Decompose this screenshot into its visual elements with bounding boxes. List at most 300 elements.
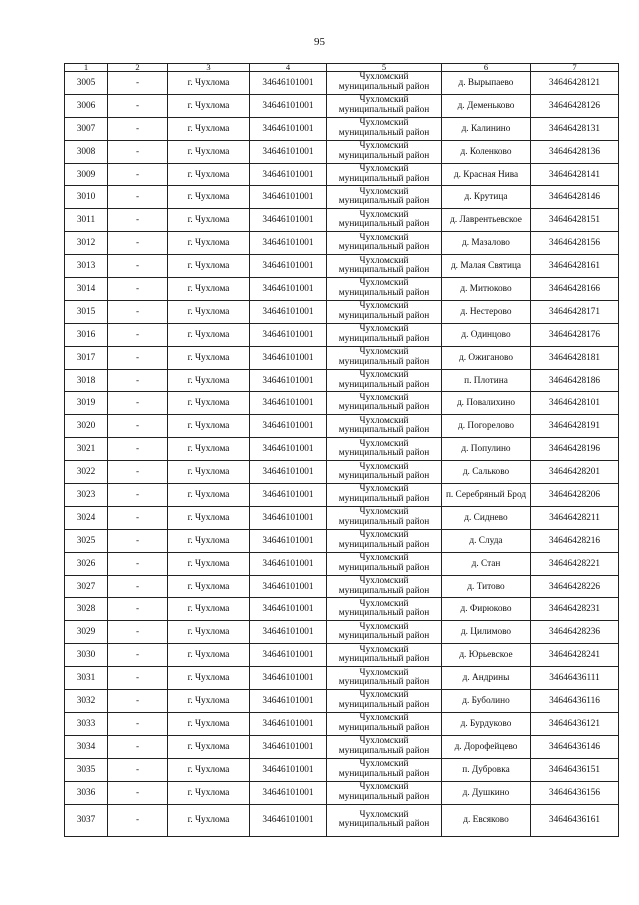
- column-header: 6: [442, 64, 531, 72]
- town-cell: г. Чухлома: [168, 438, 250, 461]
- row-number-cell: 3029: [65, 621, 108, 644]
- district-type-line: муниципальный район: [338, 356, 430, 367]
- district-cell: [327, 278, 442, 301]
- town-cell: г. Чухлома: [168, 186, 250, 209]
- table-row: [65, 644, 619, 667]
- district-cell: [327, 140, 442, 163]
- locality-cell: д. Титово: [442, 575, 531, 598]
- locality-cell: д. Малая Святица: [442, 255, 531, 278]
- table-row: [65, 346, 619, 369]
- oktmo-cell: 34646101001: [250, 621, 327, 644]
- row-number-cell: 3006: [65, 94, 108, 117]
- column-header: 7: [531, 64, 619, 72]
- district-type-line: муниципальный район: [338, 310, 430, 321]
- row-number-cell: 3018: [65, 369, 108, 392]
- district-type-line: муниципальный район: [338, 562, 430, 573]
- code-cell: 34646428216: [531, 529, 619, 552]
- table-row: [65, 781, 619, 804]
- code-cell: 34646436121: [531, 712, 619, 735]
- row-number-cell: 3021: [65, 438, 108, 461]
- district-type-line: муниципальный район: [338, 287, 430, 298]
- table-row: [65, 415, 619, 438]
- row-number-cell: 3015: [65, 300, 108, 323]
- district-type-line: муниципальный район: [338, 219, 430, 230]
- dash-cell: -: [108, 438, 168, 461]
- district-type-line: муниципальный район: [338, 425, 430, 436]
- dash-cell: -: [108, 300, 168, 323]
- oktmo-cell: 34646101001: [250, 140, 327, 163]
- table-row: [65, 117, 619, 140]
- locality-cell: д. Андрины: [442, 667, 531, 690]
- code-cell: 34646428121: [531, 72, 619, 95]
- locality-cell: д. Бурдуково: [442, 712, 531, 735]
- row-number-cell: 3022: [65, 461, 108, 484]
- table-row: [65, 278, 619, 301]
- town-cell: г. Чухлома: [168, 140, 250, 163]
- locality-cell: д. Коленково: [442, 140, 531, 163]
- oktmo-cell: 34646101001: [250, 781, 327, 804]
- district-cell: [327, 117, 442, 140]
- town-cell: г. Чухлома: [168, 209, 250, 232]
- district-type-line: муниципальный район: [338, 493, 430, 504]
- table-row: [65, 438, 619, 461]
- district-type-line: муниципальный район: [338, 402, 430, 413]
- district-name-line: Чухломский: [359, 415, 409, 426]
- district-name-line: Чухломский: [359, 324, 409, 335]
- town-cell: г. Чухлома: [168, 667, 250, 690]
- oktmo-cell: 34646101001: [250, 644, 327, 667]
- code-cell: 34646428231: [531, 598, 619, 621]
- code-cell: 34646428156: [531, 232, 619, 255]
- oktmo-cell: 34646101001: [250, 438, 327, 461]
- locality-cell: д. Цилимово: [442, 621, 531, 644]
- district-cell: [327, 323, 442, 346]
- dash-cell: -: [108, 415, 168, 438]
- district-name-line: Чухломский: [359, 621, 409, 632]
- row-number-cell: 3036: [65, 781, 108, 804]
- district-name-line: Чухломский: [359, 507, 409, 518]
- district-cell: [327, 621, 442, 644]
- table-row: [65, 621, 619, 644]
- table-row: [65, 209, 619, 232]
- row-number-cell: 3009: [65, 163, 108, 186]
- table-row: [65, 598, 619, 621]
- district-type-line: муниципальный район: [338, 631, 430, 642]
- oktmo-cell: 34646101001: [250, 484, 327, 507]
- column-header: 4: [250, 64, 327, 72]
- town-cell: г. Чухлома: [168, 598, 250, 621]
- locality-cell: п. Плотина: [442, 369, 531, 392]
- dash-cell: -: [108, 346, 168, 369]
- oktmo-cell: 34646101001: [250, 735, 327, 758]
- town-cell: г. Чухлома: [168, 690, 250, 713]
- district-cell: [327, 781, 442, 804]
- district-cell: [327, 392, 442, 415]
- locality-cell: д. Слуда: [442, 529, 531, 552]
- district-type-line: муниципальный район: [338, 819, 430, 829]
- code-cell: 34646428126: [531, 94, 619, 117]
- town-cell: г. Чухлома: [168, 804, 250, 836]
- code-cell: 34646428241: [531, 644, 619, 667]
- district-cell: [327, 163, 442, 186]
- dash-cell: -: [108, 186, 168, 209]
- oktmo-cell: 34646101001: [250, 804, 327, 836]
- code-cell: 34646428206: [531, 484, 619, 507]
- code-cell: 34646428181: [531, 346, 619, 369]
- code-cell: 34646436156: [531, 781, 619, 804]
- district-cell: [327, 804, 442, 836]
- town-cell: г. Чухлома: [168, 94, 250, 117]
- district-cell: [327, 484, 442, 507]
- oktmo-cell: 34646101001: [250, 392, 327, 415]
- locality-cell: д. Дорофейцево: [442, 735, 531, 758]
- town-cell: г. Чухлома: [168, 255, 250, 278]
- town-cell: г. Чухлома: [168, 346, 250, 369]
- oktmo-cell: 34646101001: [250, 232, 327, 255]
- row-number-cell: 3011: [65, 209, 108, 232]
- dash-cell: -: [108, 209, 168, 232]
- town-cell: г. Чухлома: [168, 484, 250, 507]
- district-type-line: муниципальный район: [338, 585, 430, 596]
- code-cell: 34646436161: [531, 804, 619, 836]
- table-row: [65, 529, 619, 552]
- locality-cell: д. Фирюково: [442, 598, 531, 621]
- oktmo-cell: 34646101001: [250, 323, 327, 346]
- table-row: [65, 163, 619, 186]
- district-type-line: муниципальный район: [338, 791, 430, 802]
- row-number-cell: 3037: [65, 804, 108, 836]
- dash-cell: -: [108, 278, 168, 301]
- table-row: [65, 712, 619, 735]
- row-number-cell: 3020: [65, 415, 108, 438]
- district-name-line: Чухломский: [359, 782, 409, 793]
- town-cell: г. Чухлома: [168, 232, 250, 255]
- district-name-line: Чухломский: [359, 576, 409, 587]
- locality-cell: д. Лаврентьевское: [442, 209, 531, 232]
- localities-table: [64, 63, 619, 837]
- town-cell: г. Чухлома: [168, 117, 250, 140]
- oktmo-cell: 34646101001: [250, 72, 327, 95]
- table-row: [65, 140, 619, 163]
- town-cell: г. Чухлома: [168, 323, 250, 346]
- district-type-line: муниципальный район: [338, 539, 430, 550]
- row-number-cell: 3007: [65, 117, 108, 140]
- town-cell: г. Чухлома: [168, 300, 250, 323]
- oktmo-cell: 34646101001: [250, 461, 327, 484]
- locality-cell: д. Деменьково: [442, 94, 531, 117]
- district-cell: [327, 300, 442, 323]
- table-row: [65, 323, 619, 346]
- dash-cell: -: [108, 644, 168, 667]
- dash-cell: -: [108, 392, 168, 415]
- code-cell: 34646428201: [531, 461, 619, 484]
- district-name-line: Чухломский: [359, 95, 409, 106]
- code-cell: 34646428186: [531, 369, 619, 392]
- town-cell: г. Чухлома: [168, 369, 250, 392]
- column-header: 5: [327, 64, 442, 72]
- dash-cell: -: [108, 484, 168, 507]
- district-name-line: Чухломский: [359, 164, 409, 174]
- district-type-line: муниципальный район: [338, 654, 430, 665]
- code-cell: 34646428221: [531, 552, 619, 575]
- locality-cell: д. Душкино: [442, 781, 531, 804]
- dash-cell: -: [108, 712, 168, 735]
- row-number-cell: 3031: [65, 667, 108, 690]
- town-cell: г. Чухлома: [168, 72, 250, 95]
- table-row: [65, 392, 619, 415]
- column-header: 1: [65, 64, 108, 72]
- district-cell: [327, 667, 442, 690]
- oktmo-cell: 34646101001: [250, 209, 327, 232]
- dash-cell: -: [108, 735, 168, 758]
- district-type-line: муниципальный район: [338, 745, 430, 756]
- district-name-line: Чухломский: [359, 690, 409, 701]
- town-cell: г. Чухлома: [168, 163, 250, 186]
- town-cell: г. Чухлома: [168, 712, 250, 735]
- district-name-line: Чухломский: [359, 484, 409, 495]
- district-cell: [327, 186, 442, 209]
- town-cell: г. Чухлома: [168, 575, 250, 598]
- town-cell: г. Чухлома: [168, 758, 250, 781]
- row-number-cell: 3034: [65, 735, 108, 758]
- locality-cell: д. Сидневo: [442, 506, 531, 529]
- locality-cell: д. Юрьевское: [442, 644, 531, 667]
- district-name-line: Чухломский: [359, 255, 409, 266]
- town-cell: г. Чухлома: [168, 415, 250, 438]
- dash-cell: -: [108, 163, 168, 186]
- code-cell: 34646436146: [531, 735, 619, 758]
- district-type-line: муниципальный район: [338, 448, 430, 459]
- table-row: [65, 552, 619, 575]
- district-cell: [327, 232, 442, 255]
- table-row: [65, 575, 619, 598]
- dash-cell: -: [108, 323, 168, 346]
- district-name-line: Чухломский: [359, 713, 409, 724]
- row-number-cell: 3008: [65, 140, 108, 163]
- district-name-line: Чухломский: [359, 186, 409, 197]
- locality-cell: д. Погорелово: [442, 415, 531, 438]
- table-row: [65, 300, 619, 323]
- district-cell: [327, 94, 442, 117]
- dash-cell: -: [108, 117, 168, 140]
- code-cell: 34646428101: [531, 392, 619, 415]
- table-row: [65, 484, 619, 507]
- locality-cell: д. Калинино: [442, 117, 531, 140]
- locality-cell: д. Вырыпаево: [442, 72, 531, 95]
- dash-cell: -: [108, 529, 168, 552]
- district-cell: [327, 552, 442, 575]
- district-name-line: Чухломский: [359, 530, 409, 541]
- table-row: [65, 758, 619, 781]
- row-number-cell: 3027: [65, 575, 108, 598]
- dash-cell: -: [108, 621, 168, 644]
- dash-cell: -: [108, 667, 168, 690]
- oktmo-cell: 34646101001: [250, 667, 327, 690]
- oktmo-cell: 34646101001: [250, 346, 327, 369]
- district-name-line: Чухломский: [359, 461, 409, 472]
- district-cell: [327, 461, 442, 484]
- oktmo-cell: 34646101001: [250, 712, 327, 735]
- town-cell: г. Чухлома: [168, 621, 250, 644]
- district-type-line: муниципальный район: [338, 379, 430, 390]
- district-type-line: муниципальный район: [338, 768, 430, 779]
- row-number-cell: 3016: [65, 323, 108, 346]
- district-name-line: Чухломский: [359, 392, 409, 403]
- district-name-line: Чухломский: [359, 301, 409, 312]
- locality-cell: д. Мазалово: [442, 232, 531, 255]
- code-cell: 34646428226: [531, 575, 619, 598]
- district-type-line: муниципальный район: [338, 699, 430, 710]
- district-cell: [327, 529, 442, 552]
- district-cell: [327, 598, 442, 621]
- code-cell: 34646428151: [531, 209, 619, 232]
- district-cell: [327, 506, 442, 529]
- oktmo-cell: 34646101001: [250, 552, 327, 575]
- district-cell: [327, 735, 442, 758]
- row-number-cell: 3023: [65, 484, 108, 507]
- district-cell: [327, 415, 442, 438]
- code-cell: 34646428236: [531, 621, 619, 644]
- locality-cell: д. Одинцово: [442, 323, 531, 346]
- town-cell: г. Чухлома: [168, 529, 250, 552]
- oktmo-cell: 34646101001: [250, 94, 327, 117]
- table-row: [65, 690, 619, 713]
- oktmo-cell: 34646101001: [250, 163, 327, 186]
- code-cell: 34646428161: [531, 255, 619, 278]
- code-cell: 34646428196: [531, 438, 619, 461]
- town-cell: г. Чухлома: [168, 781, 250, 804]
- town-cell: г. Чухлома: [168, 552, 250, 575]
- column-header: 2: [108, 64, 168, 72]
- row-number-cell: 3026: [65, 552, 108, 575]
- table-row: [65, 186, 619, 209]
- header-row: [65, 64, 619, 72]
- district-name-line: Чухломский: [359, 141, 409, 152]
- oktmo-cell: 34646101001: [250, 598, 327, 621]
- code-cell: 34646428146: [531, 186, 619, 209]
- dash-cell: -: [108, 255, 168, 278]
- district-name-line: Чухломский: [359, 644, 409, 655]
- oktmo-cell: 34646101001: [250, 758, 327, 781]
- oktmo-cell: 34646101001: [250, 690, 327, 713]
- table-row: [65, 506, 619, 529]
- district-name-line: Чухломский: [359, 553, 409, 564]
- district-name-line: Чухломский: [359, 809, 409, 820]
- dash-cell: -: [108, 140, 168, 163]
- row-number-cell: 3010: [65, 186, 108, 209]
- code-cell: 34646428211: [531, 506, 619, 529]
- town-cell: г. Чухлома: [168, 392, 250, 415]
- district-cell: [327, 712, 442, 735]
- dash-cell: -: [108, 72, 168, 95]
- locality-cell: д. Ожиганово: [442, 346, 531, 369]
- code-cell: 34646428176: [531, 323, 619, 346]
- district-cell: [327, 72, 442, 95]
- code-cell: 34646436111: [531, 667, 619, 690]
- district-type-line: муниципальный район: [338, 242, 430, 253]
- oktmo-cell: 34646101001: [250, 186, 327, 209]
- row-number-cell: 3033: [65, 712, 108, 735]
- dash-cell: -: [108, 804, 168, 836]
- district-name-line: Чухломский: [359, 759, 409, 770]
- table-row: [65, 735, 619, 758]
- district-type-line: муниципальный район: [338, 516, 430, 527]
- oktmo-cell: 34646101001: [250, 255, 327, 278]
- code-cell: 34646428191: [531, 415, 619, 438]
- dash-cell: -: [108, 758, 168, 781]
- district-name-line: Чухломский: [359, 438, 409, 449]
- code-cell: 34646428141: [531, 163, 619, 186]
- district-cell: [327, 644, 442, 667]
- table-row: [65, 72, 619, 95]
- district-cell: [327, 255, 442, 278]
- page-number: 95: [314, 36, 325, 48]
- town-cell: г. Чухлома: [168, 735, 250, 758]
- district-name-line: Чухломский: [359, 209, 409, 220]
- locality-cell: д. Популино: [442, 438, 531, 461]
- locality-cell: д. Митюково: [442, 278, 531, 301]
- oktmo-cell: 34646101001: [250, 506, 327, 529]
- district-type-line: муниципальный район: [338, 333, 430, 344]
- district-cell: [327, 369, 442, 392]
- locality-cell: д. Сальково: [442, 461, 531, 484]
- district-cell: [327, 690, 442, 713]
- district-name-line: Чухломский: [359, 736, 409, 747]
- row-number-cell: 3030: [65, 644, 108, 667]
- district-cell: [327, 209, 442, 232]
- district-cell: [327, 346, 442, 369]
- dash-cell: -: [108, 690, 168, 713]
- oktmo-cell: 34646101001: [250, 529, 327, 552]
- district-type-line: муниципальный район: [338, 265, 430, 276]
- district-type-line: муниципальный район: [338, 104, 430, 115]
- district-name-line: Чухломский: [359, 232, 409, 243]
- table-row: [65, 232, 619, 255]
- code-cell: 34646428171: [531, 300, 619, 323]
- locality-cell: д. Евсяково: [442, 804, 531, 836]
- row-number-cell: 3014: [65, 278, 108, 301]
- locality-cell: п. Серебряный Брод: [442, 484, 531, 507]
- locality-cell: д. Крутица: [442, 186, 531, 209]
- row-number-cell: 3035: [65, 758, 108, 781]
- locality-cell: д. Буболино: [442, 690, 531, 713]
- table-row: [65, 667, 619, 690]
- row-number-cell: 3005: [65, 72, 108, 95]
- dash-cell: -: [108, 552, 168, 575]
- row-number-cell: 3019: [65, 392, 108, 415]
- district-type-line: муниципальный район: [338, 173, 430, 184]
- district-name-line: Чухломский: [359, 598, 409, 609]
- district-name-line: Чухломский: [359, 72, 409, 83]
- row-number-cell: 3032: [65, 690, 108, 713]
- town-cell: г. Чухлома: [168, 461, 250, 484]
- row-number-cell: 3025: [65, 529, 108, 552]
- row-number-cell: 3028: [65, 598, 108, 621]
- district-type-line: муниципальный район: [338, 127, 430, 138]
- dash-cell: -: [108, 94, 168, 117]
- district-type-line: муниципальный район: [338, 81, 430, 92]
- oktmo-cell: 34646101001: [250, 278, 327, 301]
- district-name-line: Чухломский: [359, 347, 409, 358]
- district-cell: [327, 438, 442, 461]
- town-cell: г. Чухлома: [168, 506, 250, 529]
- oktmo-cell: 34646101001: [250, 300, 327, 323]
- dash-cell: -: [108, 781, 168, 804]
- district-name-line: Чухломский: [359, 278, 409, 289]
- district-name-line: Чухломский: [359, 667, 409, 678]
- oktmo-cell: 34646101001: [250, 575, 327, 598]
- district-name-line: Чухломский: [359, 118, 409, 129]
